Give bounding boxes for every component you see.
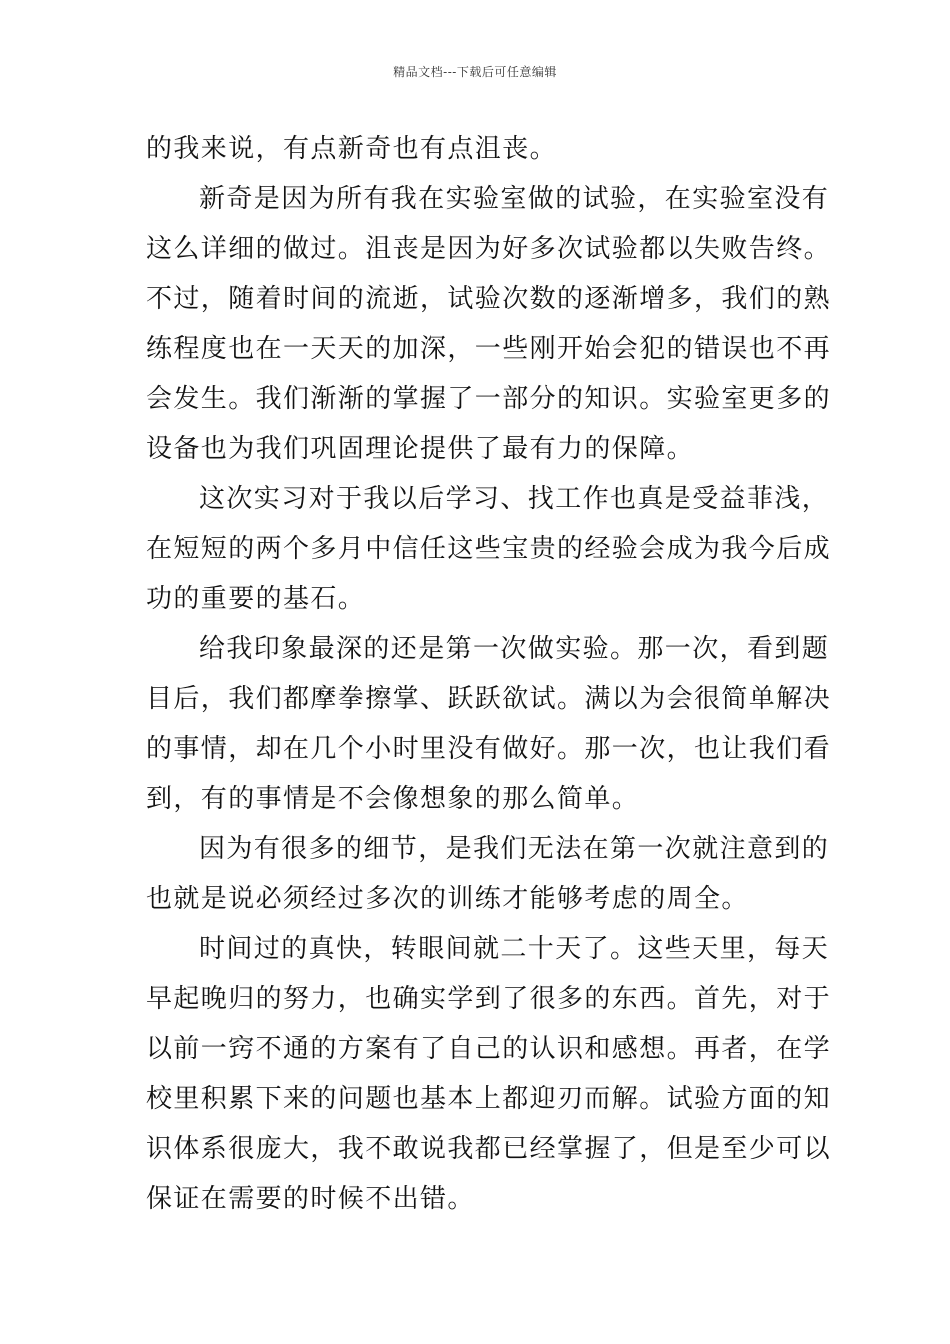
text-line: 目后，我们都摩拳擦掌、跃跃欲试。满以为会很简单解决 (146, 684, 832, 714)
text-line: 不过，随着时间的流逝，试验次数的逐渐增多，我们的熟 (146, 284, 832, 314)
text-line: 以前一窍不通的方案有了自己的认识和感想。再者，在学 (146, 1034, 832, 1064)
text-line: 会发生。我们渐渐的掌握了一部分的知识。实验室更多的 (146, 384, 832, 414)
document-body (146, 124, 832, 1224)
text-line: 因为有很多的细节，是我们无法在第一次就注意到的 (199, 834, 830, 864)
paragraph-1 (146, 124, 806, 174)
text-line: 新奇是因为所有我在实验室做的试验，在实验室没有 (199, 184, 830, 214)
text-line: 在短短的两个多月中信任这些宝贵的经验会成为我今后成 (146, 534, 832, 564)
text-line: 时间过的真快，转眼间就二十天了。这些天里，每天 (199, 934, 830, 964)
paragraph-4 (146, 624, 832, 824)
text-line: 功的重要的基石。 (146, 584, 366, 614)
text-line: 到，有的事情是不会像想象的那么简单。 (146, 784, 640, 814)
text-line: 保证在需要的时候不出错。 (146, 1184, 475, 1214)
paragraph-2 (146, 174, 832, 474)
text-line: 也就是说必须经过多次的训练才能够考虑的周全。 (146, 884, 749, 914)
text-line: 这次实习对于我以后学习、找工作也真是受益菲浅， (199, 484, 830, 514)
text-line: 的我来说，有点新奇也有点沮丧。 (146, 134, 558, 164)
text-line: 识体系很庞大，我不敢说我都已经掌握了，但是至少可以 (146, 1134, 832, 1164)
paragraph-6 (146, 924, 832, 1224)
paragraph-5 (146, 824, 830, 924)
text-line: 的事情，却在几个小时里没有做好。那一次，也让我们看 (146, 734, 832, 764)
text-line: 设备也为我们巩固理论提供了最有力的保障。 (146, 434, 695, 464)
paragraph-3 (146, 474, 832, 624)
text-line: 给我印象最深的还是第一次做实验。那一次，看到题 (199, 634, 830, 664)
text-line: 校里积累下来的问题也基本上都迎刃而解。试验方面的知 (146, 1084, 832, 1114)
text-line: 练程度也在一天天的加深，一些刚开始会犯的错误也不再 (146, 334, 832, 364)
text-line: 早起晚归的努力，也确实学到了很多的东西。首先，对于 (146, 984, 832, 1014)
page-header: 精品文档---下载后可任意编辑 (393, 65, 557, 79)
text-line: 这么详细的做过。沮丧是因为好多次试验都以失败告终。 (146, 234, 832, 264)
